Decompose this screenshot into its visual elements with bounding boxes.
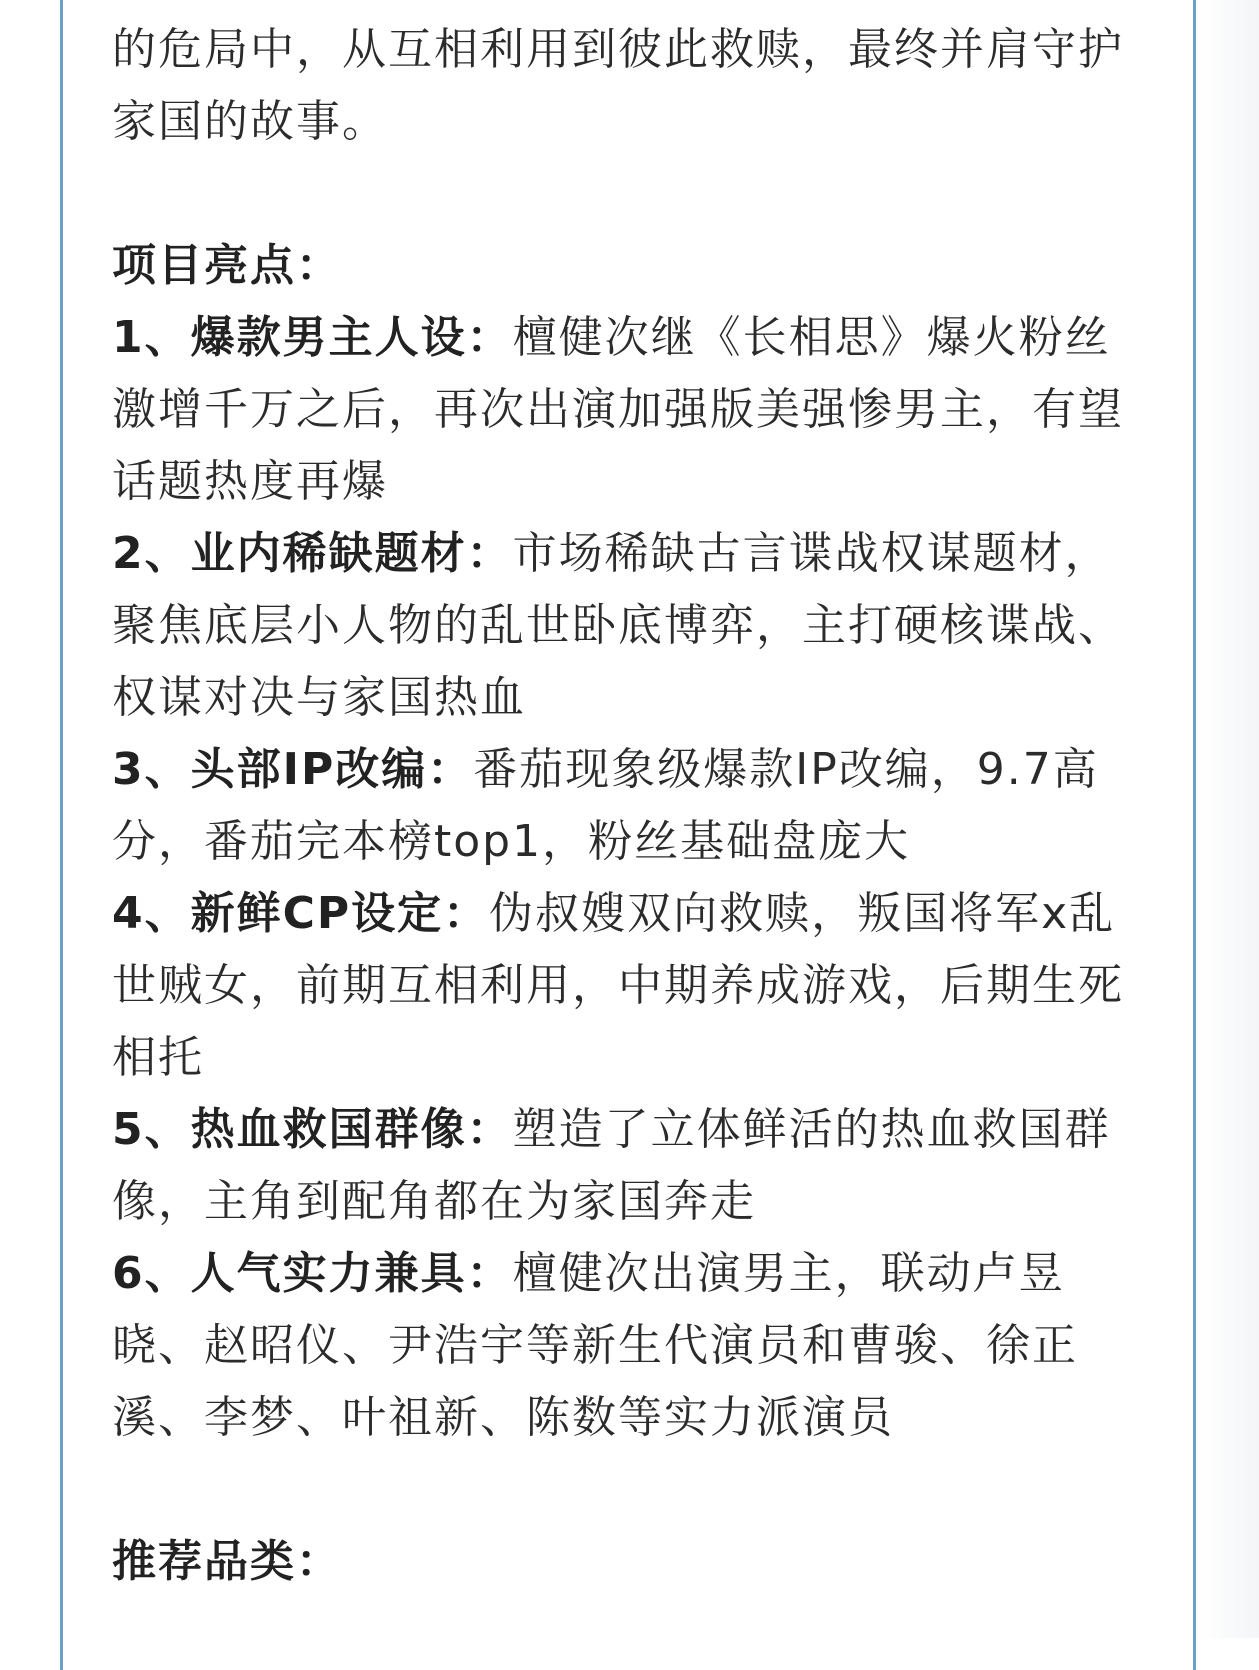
highlights-list	[112, 302, 1152, 1454]
highlight-text: 塑造了立体鲜活的热血救国群像，主角到配角都在为家国奔走	[112, 1104, 1111, 1227]
highlight-item	[112, 878, 1152, 1094]
highlight-title: 热血救国群像：	[190, 1104, 513, 1155]
highlight-title: 业内稀缺题材：	[190, 528, 513, 579]
highlight-title: 人气实力兼具：	[190, 1248, 513, 1299]
side-shade	[1199, 0, 1259, 1638]
highlight-title: 新鲜CP设定：	[190, 888, 490, 939]
highlight-text: 番茄现象级爆款IP改编，9.7高分，番茄完本榜top1，粉丝基础盘庞大	[112, 744, 1099, 867]
highlight-text: 檀健次出演男主，联动卢昱晓、赵昭仪、尹浩宇等新生代演员和曹骏、徐正溪、李梦、叶祖新、陈数等实力派演员	[112, 1248, 1078, 1443]
spacer	[112, 158, 1152, 230]
recommend-heading: 推荐品类：	[112, 1536, 342, 1587]
highlight-item	[112, 1238, 1152, 1454]
highlight-item	[112, 734, 1152, 878]
highlight-item	[112, 1094, 1152, 1238]
highlight-title: 头部IP改编：	[190, 744, 474, 795]
highlight-item	[112, 302, 1152, 518]
highlights-heading: 项目亮点：	[112, 240, 342, 291]
highlight-num: 6、	[112, 1248, 191, 1299]
highlight-num: 3、	[112, 744, 191, 795]
highlight-title: 爆款男主人设：	[190, 312, 513, 363]
highlight-num: 4、	[112, 888, 191, 939]
spacer	[112, 1454, 1152, 1526]
intro-line-1: 的危局中，从互相利用到彼此救赎，最终并肩守护	[112, 24, 1124, 75]
highlight-num: 2、	[112, 528, 191, 579]
highlight-text: 檀健次继《长相思》爆火粉丝激增千万之后，再次出演加强版美强惨男主，有望话题热度再爆	[112, 312, 1124, 507]
highlight-item	[112, 518, 1152, 734]
article-content	[112, 14, 1152, 1598]
highlight-text: 市场稀缺古言谍战权谋题材，聚焦底层小人物的乱世卧底博弈，主打硬核谍战、权谋对决与家国热血	[112, 528, 1124, 723]
intro-line-2: 家国的故事。	[112, 96, 388, 147]
highlight-text: 伪叔嫂双向救赎，叛国将军x乱世贼女，前期互相利用，中期养成游戏，后期生死相托	[112, 888, 1124, 1083]
highlight-num: 1、	[112, 312, 191, 363]
highlight-num: 5、	[112, 1104, 191, 1155]
